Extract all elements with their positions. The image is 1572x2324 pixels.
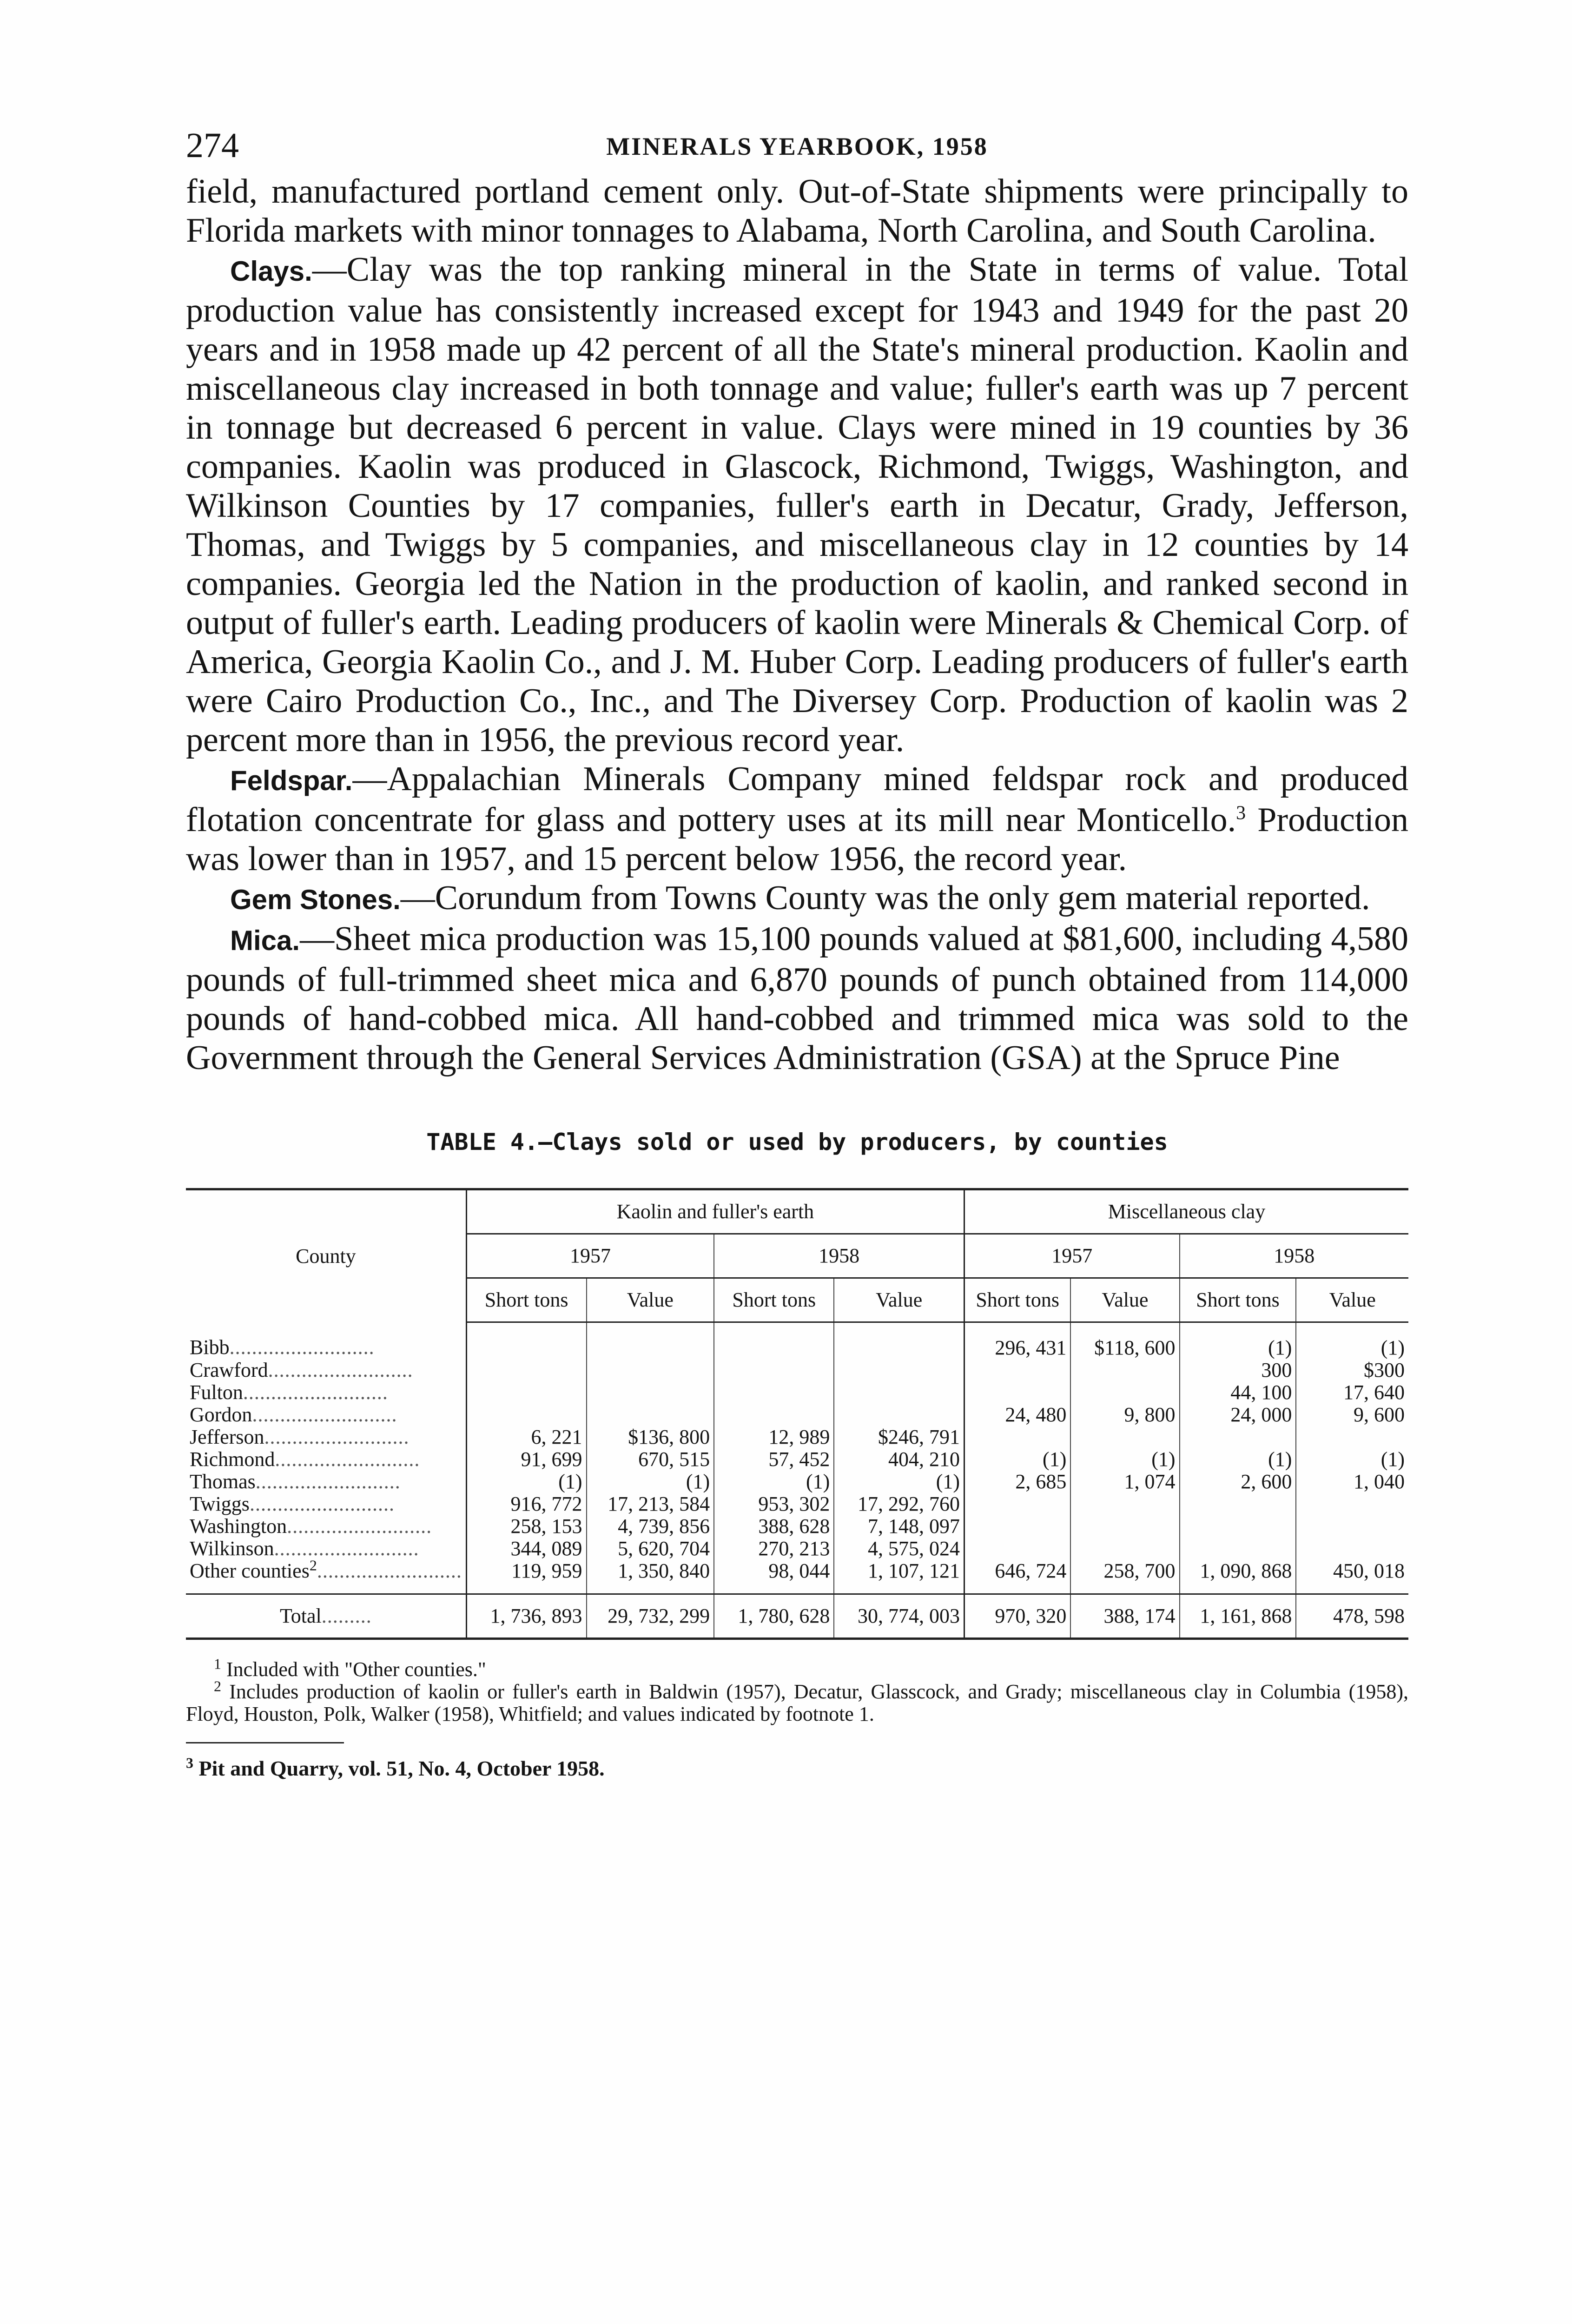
footnote-2 [186, 1677, 1408, 1725]
table-cell [1070, 1493, 1179, 1515]
table-cell [587, 1404, 714, 1426]
county-name: Other counties [190, 1559, 310, 1582]
table-cell [1296, 1493, 1408, 1515]
county-name: Bibb [190, 1335, 230, 1359]
table-cell: (1) [587, 1471, 714, 1493]
table-cell: 344, 089 [466, 1538, 586, 1560]
paragraph-gem-stones [186, 878, 1408, 919]
county-cell [186, 1515, 466, 1538]
table-cell: 24, 480 [964, 1404, 1071, 1426]
table-cell: 9, 800 [1070, 1404, 1179, 1426]
county-name: Richmond [190, 1448, 275, 1471]
short-tons-header: Short tons [1180, 1278, 1296, 1322]
table-cell: 4, 739, 856 [587, 1515, 714, 1538]
table-cell: 57, 452 [714, 1448, 834, 1471]
value-header: Value [1070, 1278, 1179, 1322]
table-cell: (1) [834, 1471, 964, 1493]
table-cell: 388, 174 [1070, 1594, 1179, 1639]
table-total-row [186, 1594, 1408, 1639]
table-cell: $246, 791 [834, 1426, 964, 1448]
footnote-1 [186, 1655, 1408, 1681]
footnote-divider [186, 1742, 344, 1743]
footnote-text: Includes production of kaolin or fuller's earth in Baldwin (1957), Decatur, Glasscock, and Grady; miscellaneous clay in Columbia (1958), Floyd, Houston, Polk, Walker (1958), Whitfield; and values indicated by footnote 1. [186, 1680, 1408, 1725]
table-cell [714, 1404, 834, 1426]
short-tons-header: Short tons [466, 1278, 586, 1322]
table-cell: 17, 213, 584 [587, 1493, 714, 1515]
county-name: Thomas [190, 1470, 256, 1493]
county-cell [186, 1538, 466, 1560]
table-cell: (1) [1296, 1322, 1408, 1360]
paragraph-cement: field, manufactured portland cement only. Out-of-State shipments were principally to Florida markets with minor tonnages to Alabama, North Carolina, and South Carolina. [186, 172, 1408, 250]
table-cell [587, 1359, 714, 1381]
table-cell: 270, 213 [714, 1538, 834, 1560]
dot-leader: .......................... [268, 1359, 413, 1381]
mica-heading: Mica. [230, 925, 300, 956]
table-cell: 17, 292, 760 [834, 1493, 964, 1515]
table-cell [714, 1322, 834, 1360]
county-cell [186, 1594, 466, 1639]
feldspar-text: —Appalachian Minerals Company mined feldspar rock and produced flotation concentrate for glass and pottery uses at its mill near Monticello. [186, 760, 1408, 839]
table-cell: 450, 018 [1296, 1560, 1408, 1594]
year-header: 1957 [466, 1234, 714, 1278]
table-cell: 258, 700 [1070, 1560, 1179, 1594]
dot-leader: ......... [321, 1604, 372, 1627]
table-cell: 44, 100 [1180, 1381, 1296, 1404]
dot-leader: .......................... [264, 1426, 410, 1448]
table-cell: $300 [1296, 1359, 1408, 1381]
table-cell [466, 1381, 586, 1404]
table-row [186, 1560, 1408, 1594]
table-cell: 1, 736, 893 [466, 1594, 586, 1639]
table-cell: 258, 153 [466, 1515, 586, 1538]
county-name: Wilkinson [190, 1537, 274, 1560]
table-cell [714, 1359, 834, 1381]
table-cell [1070, 1538, 1179, 1560]
table-cell: (1) [1180, 1322, 1296, 1360]
page-number: 274 [186, 126, 239, 165]
county-cell [186, 1493, 466, 1515]
county-cell [186, 1381, 466, 1404]
dot-leader: .......................... [274, 1537, 419, 1560]
table-row [186, 1322, 1408, 1360]
short-tons-header: Short tons [964, 1278, 1071, 1322]
table-cell [834, 1359, 964, 1381]
dot-leader: .......................... [252, 1403, 397, 1426]
table-cell [1070, 1426, 1179, 1448]
table-cell: 1, 040 [1296, 1471, 1408, 1493]
table-cell: (1) [714, 1471, 834, 1493]
county-cell [186, 1426, 466, 1448]
clays-text: —Clay was the top ranking mineral in the State in terms of value. Total production value has consistently increased except for 1943 and 1949 for the past 20 years and in 1958 made up 42 percent of all the State's mineral production. Kaolin and miscellaneous clay increased in both tonnage and value; fuller's earth was up 7 percent in tonnage but decreased 6 percent in value. Clays were mined in 19 counties by 36 companies. Kaolin was produced in Glascock, Richmond, Twiggs, Washington, and Wilkinson Counties by 17 companies, fuller's earth in Decatur, Grady, Jefferson, Thomas, and Twiggs by 5 companies, and miscellaneous clay in 12 counties by 14 companies. Georgia led the Nation in the production of kaolin, and ranked second in output of fuller's earth. Leading producers of kaolin were Minerals & Chemical Corp. of America, Georgia Kaolin Co., and J. M. Huber Corp. Leading producers of fuller's earth were Cairo Production Co., Inc., and The Diversey Corp. Production of kaolin was 2 percent more than in 1956, the previous record year. [186, 251, 1408, 759]
county-name: Washington [190, 1515, 287, 1538]
table-cell: 478, 598 [1296, 1594, 1408, 1639]
table-row [186, 1471, 1408, 1493]
footnotes [186, 1655, 1408, 1780]
paragraph-clays [186, 250, 1408, 759]
paragraph-mica [186, 919, 1408, 1077]
dot-leader: .......................... [275, 1448, 420, 1471]
clays-table [186, 1188, 1408, 1640]
page-header [186, 116, 1408, 172]
dot-leader: .......................... [317, 1559, 462, 1582]
table-row [186, 1448, 1408, 1471]
table-cell [1180, 1515, 1296, 1538]
county-cell [186, 1471, 466, 1493]
table-cell [587, 1322, 714, 1360]
paragraph-feldspar [186, 759, 1408, 878]
table-cell: (1) [1180, 1448, 1296, 1471]
table-row [186, 1515, 1408, 1538]
footnote-3 [186, 1754, 1408, 1780]
table-cell [964, 1359, 1071, 1381]
county-name: Fulton [190, 1381, 243, 1404]
table-cell: 2, 685 [964, 1471, 1071, 1493]
footnote-text: Pit and Quarry, vol. 51, No. 4, October 1958. [193, 1756, 605, 1780]
table-cell [1070, 1381, 1179, 1404]
table-cell: 296, 431 [964, 1322, 1071, 1360]
table-cell: 30, 774, 003 [834, 1594, 964, 1639]
county-name: Gordon [190, 1403, 252, 1426]
table-cell [834, 1381, 964, 1404]
table-cell: 119, 959 [466, 1560, 586, 1594]
county-name: Crawford [190, 1359, 268, 1381]
table-cell: 1, 350, 840 [587, 1560, 714, 1594]
table-cell: 916, 772 [466, 1493, 586, 1515]
table-cell [714, 1381, 834, 1404]
table-cell: $118, 600 [1070, 1322, 1179, 1360]
table-row [186, 1538, 1408, 1560]
table-cell [964, 1426, 1071, 1448]
footnote-text: Included with "Other counties." [221, 1658, 486, 1681]
table-cell [964, 1493, 1071, 1515]
table-body [186, 1322, 1408, 1639]
table-cell: (1) [466, 1471, 586, 1493]
table-cell [587, 1381, 714, 1404]
table-cell: 7, 148, 097 [834, 1515, 964, 1538]
page [186, 116, 1408, 1780]
county-header: County [186, 1189, 466, 1322]
county-cell [186, 1404, 466, 1426]
table-cell [1070, 1515, 1179, 1538]
footnote-mark: 1 [214, 1655, 221, 1672]
dot-leader: .......................... [229, 1335, 375, 1359]
table-cell: 404, 210 [834, 1448, 964, 1471]
value-header: Value [1296, 1278, 1408, 1322]
table-cell [1296, 1538, 1408, 1560]
feldspar-text-cont: Production was lower than in 1957, and 15 percent below 1956, the record year. [186, 801, 1408, 878]
gem-stones-text: —Corundum from Towns County was the only gem material reported. [400, 879, 1370, 917]
body-text [186, 172, 1408, 1077]
county-cell [186, 1557, 466, 1594]
table-cell: 91, 699 [466, 1448, 586, 1471]
county-cell [186, 1359, 466, 1381]
table-row [186, 1404, 1408, 1426]
gem-stones-heading: Gem Stones. [230, 884, 401, 915]
county-name: Total [280, 1604, 322, 1627]
table-cell: (1) [964, 1448, 1071, 1471]
value-header: Value [834, 1278, 964, 1322]
kaolin-fullers-header: Kaolin and fuller's earth [466, 1189, 964, 1234]
dot-leader: .......................... [249, 1492, 395, 1515]
table-cell: 670, 515 [587, 1448, 714, 1471]
table-cell: 6, 221 [466, 1426, 586, 1448]
table-cell: 98, 044 [714, 1560, 834, 1594]
footnote-ref-3: 3 [1236, 802, 1246, 824]
table-cell [964, 1538, 1071, 1560]
misc-clay-header: Miscellaneous clay [964, 1189, 1409, 1234]
table-cell: 1, 780, 628 [714, 1594, 834, 1639]
year-header: 1958 [1180, 1234, 1408, 1278]
table-cell [834, 1322, 964, 1360]
year-header: 1958 [714, 1234, 964, 1278]
table-cell: 1, 074 [1070, 1471, 1179, 1493]
table-cell: 300 [1180, 1359, 1296, 1381]
table-cell: 12, 989 [714, 1426, 834, 1448]
county-name: Twiggs [190, 1492, 250, 1515]
table-cell: 388, 628 [714, 1515, 834, 1538]
county-cell [186, 1448, 466, 1471]
dot-leader: .......................... [287, 1515, 432, 1538]
short-tons-header: Short tons [714, 1278, 834, 1322]
table-cell [1180, 1538, 1296, 1560]
footnote-ref: 2 [309, 1557, 317, 1574]
table-cell [466, 1404, 586, 1426]
table-cell [466, 1322, 586, 1360]
footnote-mark: 2 [214, 1677, 221, 1695]
table-row [186, 1426, 1408, 1448]
table-cell: (1) [1296, 1448, 1408, 1471]
mica-text: —Sheet mica production was 15,100 pounds valued at $81,600, including 4,580 pounds of full-trimmed sheet mica and 6,870 pounds of punch obtained from 114,000 pounds of hand-cobbed mica. All hand-cobbed and trimmed mica was sold to the Government through the General Services Administration (GSA) at the Spruce Pine [186, 920, 1408, 1077]
table-cell: 970, 320 [964, 1594, 1071, 1639]
table-cell: 1, 161, 868 [1180, 1594, 1296, 1639]
table-cell: 953, 302 [714, 1493, 834, 1515]
clays-heading: Clays. [230, 256, 312, 287]
table-cell [1296, 1426, 1408, 1448]
table-cell [964, 1515, 1071, 1538]
table-cell: 4, 575, 024 [834, 1538, 964, 1560]
table-title: TABLE 4.—Clays sold or used by producers, by counties [426, 1129, 1168, 1155]
table-cell: (1) [1070, 1448, 1179, 1471]
dot-leader: .......................... [255, 1470, 401, 1493]
table-cell [1180, 1426, 1296, 1448]
table-cell: 2, 600 [1180, 1471, 1296, 1493]
county-name: Jefferson [190, 1426, 264, 1448]
table-cell: 1, 090, 868 [1180, 1560, 1296, 1594]
table-cell: 1, 107, 121 [834, 1560, 964, 1594]
dot-leader: .......................... [243, 1381, 388, 1404]
table-cell: 646, 724 [964, 1560, 1071, 1594]
year-header: 1957 [964, 1234, 1180, 1278]
table-cell [466, 1359, 586, 1381]
running-head: MINERALS YEARBOOK, 1958 [606, 132, 988, 160]
table-cell [1180, 1493, 1296, 1515]
table-cell: 29, 732, 299 [587, 1594, 714, 1639]
county-cell [186, 1322, 466, 1360]
footnote-mark: 3 [186, 1754, 193, 1771]
table-cell: 17, 640 [1296, 1381, 1408, 1404]
table-cell [1296, 1515, 1408, 1538]
table-cell [834, 1404, 964, 1426]
value-header: Value [587, 1278, 714, 1322]
table-cell: 9, 600 [1296, 1404, 1408, 1426]
feldspar-heading: Feldspar. [230, 765, 353, 796]
table-cell [1070, 1359, 1179, 1381]
table-cell [964, 1381, 1071, 1404]
table-cell: 5, 620, 704 [587, 1538, 714, 1560]
table-row [186, 1493, 1408, 1515]
table-row [186, 1359, 1408, 1381]
table-cell: $136, 800 [587, 1426, 714, 1448]
table-cell: 24, 000 [1180, 1404, 1296, 1426]
table-row [186, 1381, 1408, 1404]
